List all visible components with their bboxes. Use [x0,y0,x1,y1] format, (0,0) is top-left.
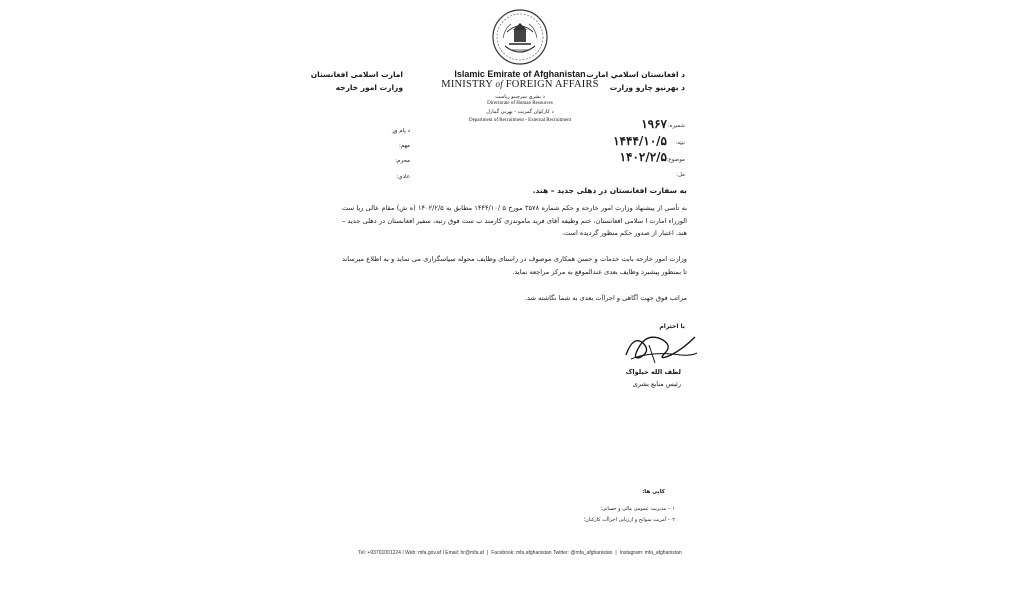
body-paragraph-2: وزارت امور خارجه بابت خدمات و حسن همکاری موصوف در راستای وظایف محوله سپاسگزاری می نماید و به اطلاع میرساند تا بمنظور پیشبرد وظایف بعدی عندالموقع به مرکز مراجعه نماید. [342,255,687,276]
header-ministry-name: MINISTRY of FOREIGN AFFAIRS [441,79,599,90]
signature-icon [621,325,701,367]
left-meta-important: مهم: [399,143,410,149]
left-meta-normal: عادي: [396,174,410,180]
body-paragraph-1: به تأسی از پیشنهاد وزارت امور خارجه و حکم شماره ۳۵۷۸ مورخ ۵ /۱۴۴۴/۱۰ مطابق به ۱۴۰۲/۲/۵ (ه ش) مقام عالی ریا ست الوزراء امارت ا سلامی افغانستان، ختم وظیفه آقای فرید ماموندزی کارمند ب ست فوق رتبه، سفیر افغانستان در دهلی جدید – هند، اعتبار از صدور حکم منظور گردیده است. [342,204,687,237]
footer-facebook: Facebook: mfa.afghanistan Twitter: @mfa_afghanistan [491,550,613,556]
copies-item-1: ۰۱- مدیریت عمومی مالی و حسابی؛ [600,506,675,512]
header-right-emirate: د افغانستان اسلامي امارت [586,70,685,79]
header-left-emirate: امارت اسلامی افغانستان [310,70,403,79]
emblem-seal-icon [491,8,549,66]
recipient-line: به سفارت افغانستان در دهلی جدید – هند. [532,186,687,195]
number-label: شمیره: [667,123,685,129]
footer-instagram: Instagram: mfa_afghanistan [619,550,682,556]
body-paragraph-3: مراتب فوق جهت آگاهی و اجراآت بعدی به شما نگاشته شد. [524,294,687,302]
header-right-ministry: د بهرنیو چارو وزارت [609,83,685,92]
header-english-title: Islamic Emirate of Afghanistan [454,69,586,79]
footer-contact: Tel: +93701001224 I Web: mfa.gov.af I Email: hr@mfa.af | Facebook: mfa.afghanistan Twitter: @mfa_afghanistan | Instagram: mfa_afghanistan [358,550,682,556]
footer-tel: Tel: +93701001224 I Web: mfa.gov.af I Email: hr@mfa.af [358,550,484,556]
copies-heading: کاپی ها: [642,489,665,495]
header-directorate-pashto: د بشري سرچینو ریاست [495,94,545,100]
date-label: نیټه: [675,140,685,146]
header-department-english: Department of Recruitment - External Recruitment [468,118,572,123]
date-value: ۱۴۴۴/۱۰/۵ [613,134,667,148]
left-meta-confidential: محرم: [395,158,410,164]
signer-name: لطف الله خیلواک [625,368,681,376]
header-department-pashto: د کارکوان گمرنت - بهرنی گمارل [486,109,554,115]
subject-value: ۱۴۰۲/۲/۵ [619,150,667,164]
header-left-ministry: وزارت امور خارجه [335,83,403,92]
letter-page [310,0,715,597]
regards-line: با احترام [659,323,685,330]
number-value: ۱۹۶۷ [641,117,667,131]
header-directorate-english: Directorate of Human Resources [487,101,553,106]
subject-label: موضوع: [666,157,685,163]
copies-item-2: ۰۲- آمریت سوانح و ارزیابی اجراآت کارکنان؛ [583,517,675,523]
signer-title: رئیس منابع بشری [632,380,681,388]
left-meta-notable: د پام وړ [392,128,410,134]
attachment-label: مل: [676,172,685,178]
